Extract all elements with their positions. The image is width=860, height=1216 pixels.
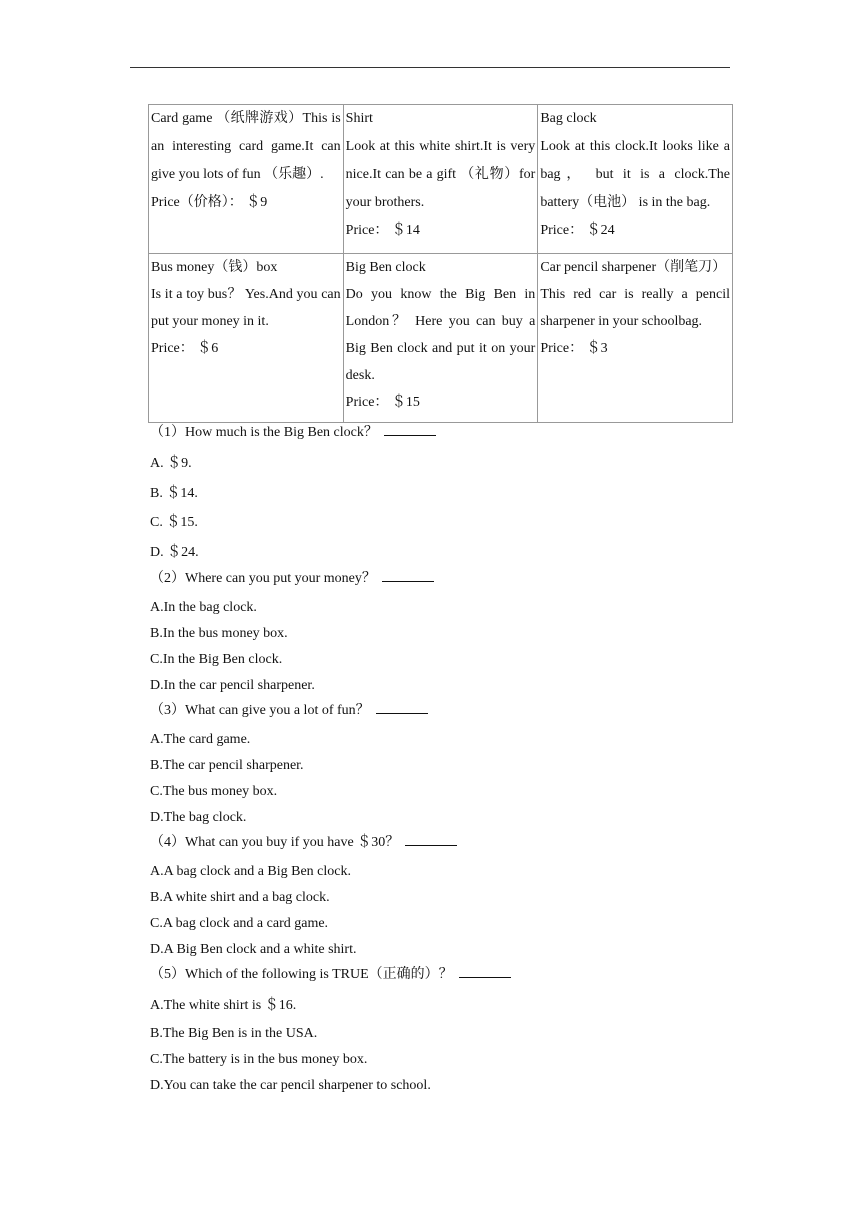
product-cell-big-ben-clock	[343, 254, 538, 423]
header-rule	[130, 67, 730, 68]
product-cell-car-pencil-sharpener	[538, 254, 733, 423]
product-title: Card game （纸牌游戏）This	[151, 111, 328, 126]
option-c: C. ＄15.	[150, 515, 198, 530]
product-desc: Look at this clock.It looks like a bag， but it is a clock.The battery（电池） is in the bag.	[540, 139, 730, 210]
question-4	[150, 831, 740, 963]
product-price: Price： ＄3	[540, 341, 608, 356]
product-cell-card-game	[149, 105, 344, 254]
product-cell-bag-clock	[538, 105, 733, 254]
question-stem: （3）What can give you a lot of fun？	[150, 699, 740, 727]
answer-blank[interactable]	[376, 699, 428, 714]
option-b: B.The car pencil sharpener.	[150, 758, 304, 773]
question-stem: （5）Which of the following is TRUE（正确的）？	[150, 963, 740, 991]
option-b: B.A white shirt and a bag clock.	[150, 890, 330, 905]
question-1	[150, 421, 740, 567]
product-price: Price： ＄14	[345, 223, 420, 238]
product-title: Bus money（钱）box	[151, 260, 278, 275]
table-row	[149, 105, 733, 254]
question-2	[150, 567, 740, 699]
question-list	[150, 421, 740, 1099]
answer-blank[interactable]	[459, 963, 511, 978]
option-d: D. ＄24.	[150, 544, 199, 560]
question-3	[150, 699, 740, 831]
product-desc: Is it a toy bus？ Yes.And you can put your money in it.	[151, 287, 341, 329]
option-c: C.The battery is in the bus money box.	[150, 1051, 368, 1067]
question-stem: （1）How much is the Big Ben clock？	[150, 421, 740, 449]
product-desc: This red car is really a pencil sharpener in your schoolbag.	[540, 287, 730, 329]
option-b: B.The Big Ben is in the USA.	[150, 1025, 318, 1041]
product-desc: is an interesting card game.It can give you lots of fun （乐趣）.	[151, 111, 341, 182]
option-d: D.The bag clock.	[150, 810, 247, 825]
option-a: A.The card game.	[150, 732, 251, 747]
option-c: C.In the Big Ben clock.	[150, 652, 283, 667]
option-b: B.In the bus money box.	[150, 626, 288, 641]
answer-blank[interactable]	[382, 567, 434, 582]
option-a: A. ＄9.	[150, 456, 192, 471]
product-cell-shirt	[343, 105, 538, 254]
option-a: A.In the bag clock.	[150, 600, 257, 615]
option-d: D.You can take the car pencil sharpener to school.	[150, 1077, 431, 1093]
product-desc: Do you know the Big Ben in London？ Here you can buy a Big Ben clock and put it on your desk.	[345, 287, 536, 383]
question-5	[150, 963, 740, 1099]
option-a: A.A bag clock and a Big Ben clock.	[150, 864, 352, 879]
product-price: Price： ＄6	[151, 341, 219, 356]
option-a: A.The white shirt is ＄16.	[150, 998, 297, 1013]
product-title: Car pencil sharpener（削笔刀）	[540, 260, 727, 275]
product-price: Price（价格）： ＄9	[151, 195, 268, 210]
product-title: Big Ben clock	[345, 260, 426, 275]
option-d: D.A Big Ben clock and a white shirt.	[150, 942, 357, 957]
question-stem: （4）What can you buy if you have ＄30？	[150, 831, 740, 859]
product-cell-bus-money-box	[149, 254, 344, 423]
question-stem: （2）Where can you put your money？	[150, 567, 740, 595]
option-c: C.A bag clock and a card game.	[150, 916, 329, 931]
product-price: Price： ＄24	[540, 223, 615, 238]
option-c: C.The bus money box.	[150, 784, 278, 799]
option-b: B. ＄14.	[150, 485, 198, 501]
product-price: Price： ＄15	[345, 395, 420, 410]
product-table	[148, 104, 733, 423]
option-d: D.In the car pencil sharpener.	[150, 678, 315, 693]
answer-blank[interactable]	[384, 421, 436, 436]
answer-blank[interactable]	[405, 831, 457, 846]
product-desc: Look at this white shirt.It is very nice.It can be a gift （礼物）for your brothers.	[345, 139, 536, 210]
product-title: Bag clock	[540, 111, 597, 126]
table-row	[149, 254, 733, 423]
product-title: Shirt	[345, 111, 373, 126]
